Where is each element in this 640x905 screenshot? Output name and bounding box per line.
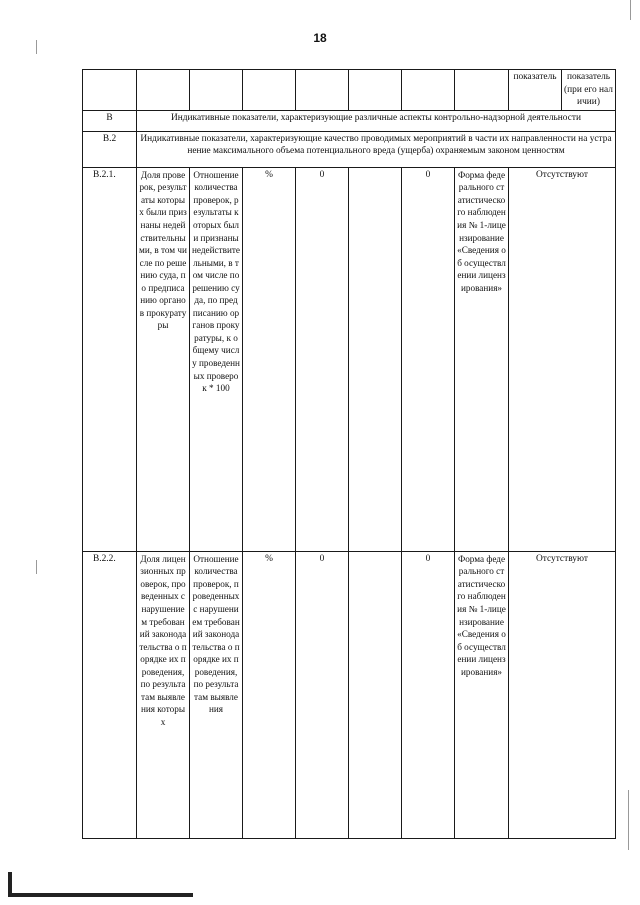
scan-corner-mark [8, 872, 12, 897]
section-title: Индикативные показатели, характеризующие качество проводимых мероприятий в части их направленности на устранение максимального объема потенциального вреда (ущерба) охраняемым законом ценностям [137, 131, 616, 167]
header-cell [402, 70, 455, 111]
value-cell [349, 167, 402, 551]
section-row-b2 [83, 131, 616, 167]
value-cell: 0 [296, 551, 349, 838]
scan-edge-mark [628, 790, 629, 850]
header-cell [243, 70, 296, 111]
row-code: В.2.1. [83, 167, 137, 551]
table-header-row [83, 70, 616, 111]
indicator-formula: Отношение количества проверок, проведенных с нарушением требований законодательства о порядке их проведения, по результатам выявления [190, 551, 243, 838]
value-cell: 0 [296, 167, 349, 551]
indicator-formula: Отношение количества проверок, результаты которых были признаны недействительными, в том числе по решению суда, по предписанию органов прокуратуры, к общему числу проведенных проверок * 100 [190, 167, 243, 551]
unit-cell: % [243, 551, 296, 838]
section-row-b [83, 110, 616, 131]
indicator-name: Доля проверок, результаты которых были признаны недействительными, в том числе по решению суда, по предписанию органов прокуратуры [137, 167, 190, 551]
value-cell: 0 [402, 167, 455, 551]
header-cell [349, 70, 402, 111]
table-row [83, 551, 616, 838]
unit-cell: % [243, 167, 296, 551]
comment-cell: Отсутствуют [509, 551, 616, 838]
section-code: В [83, 110, 137, 131]
indicator-name: Доля лицензионных проверок, проведенных с нарушением требований законодательства о порядке их проведения, по результатам выявления которых [137, 551, 190, 838]
page-number: 18 [313, 31, 327, 45]
scan-edge-mark [630, 0, 631, 20]
scan-corner-mark [8, 893, 193, 897]
header-cell [296, 70, 349, 111]
value-cell [349, 551, 402, 838]
header-cell-indicator: показатель [509, 70, 562, 111]
section-code: В.2 [83, 131, 137, 167]
source-cell: Форма федерального статистического наблюдения № 1-лицензирование «Сведения об осуществлении лицензирования» [455, 167, 509, 551]
scan-edge-mark [36, 560, 37, 574]
header-cell [137, 70, 190, 111]
scan-edge-mark [36, 40, 37, 54]
table-row [83, 167, 616, 551]
section-title: Индикативные показатели, характеризующие различные аспекты контрольно-надзорной деятельности [137, 110, 616, 131]
comment-cell: Отсутствуют [509, 167, 616, 551]
indicators-table [82, 69, 616, 839]
header-cell [455, 70, 509, 111]
header-cell [83, 70, 137, 111]
header-cell-indicator-optional: показатель (при его наличии) [562, 70, 616, 111]
source-cell: Форма федерального статистического наблюдения № 1-лицензирование «Сведения об осуществлении лицензирования» [455, 551, 509, 838]
row-code: В.2.2. [83, 551, 137, 838]
value-cell: 0 [402, 551, 455, 838]
header-cell [190, 70, 243, 111]
